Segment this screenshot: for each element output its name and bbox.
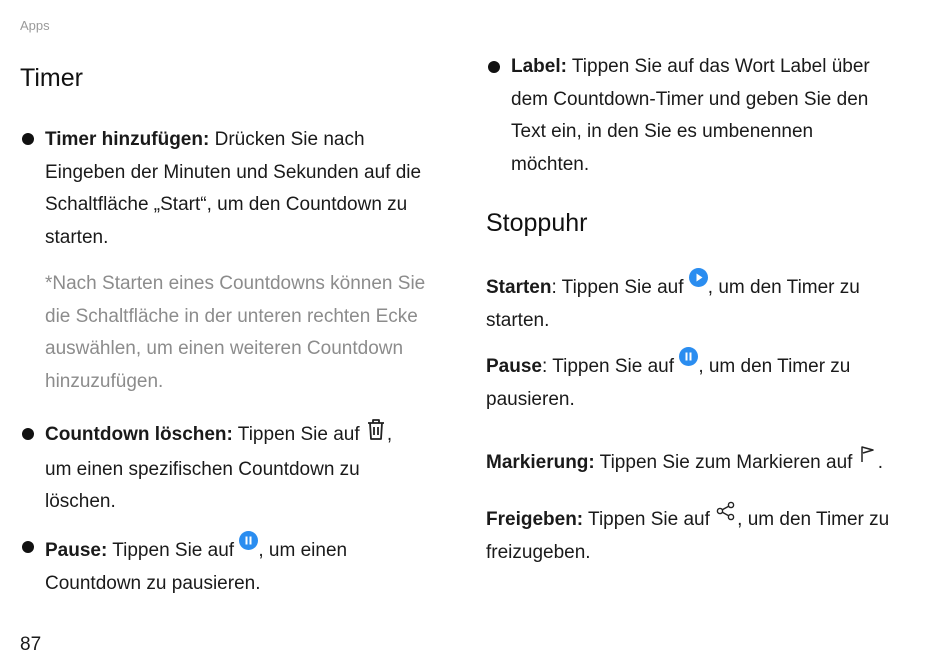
label-label: Label: <box>511 56 567 77</box>
pause-countdown-item <box>45 531 347 600</box>
flag-icon <box>858 443 878 476</box>
text-line: Tippen Sie auf <box>583 509 716 530</box>
timer-title: Timer <box>20 64 83 92</box>
text-line: hinzuzufügen. <box>45 370 164 392</box>
text-line: um einen spezifischen Countdown zu <box>45 458 360 480</box>
pause-icon <box>239 531 258 550</box>
text-line: Tippen Sie auf <box>107 540 240 561</box>
text-line: , um den Timer zu <box>698 356 851 377</box>
start-item <box>486 268 860 337</box>
text-line: *Nach Starten eines Countdowns können Sie <box>45 273 426 294</box>
page-number: 87 <box>20 634 42 655</box>
text-line: Tippen Sie auf <box>232 424 365 445</box>
bullet-dot <box>22 428 34 440</box>
add-timer-item <box>45 124 421 254</box>
text-line: löschen. <box>45 491 116 512</box>
label-item <box>511 51 870 181</box>
text-line: Eingeben der Minuten und Sekunden auf die <box>45 161 422 183</box>
text-line: , um den Timer zu <box>737 509 890 530</box>
mark-item <box>486 443 883 480</box>
text-line: möchten. <box>511 153 590 175</box>
text-line: dem Countdown-Timer und geben Sie den <box>511 88 869 110</box>
add-timer-label: Timer hinzufügen: <box>45 129 210 150</box>
play-icon <box>689 268 708 287</box>
text-line: Schaltfläche „Start“, um den Countdown zu <box>45 194 408 215</box>
text-line: : Tippen Sie auf <box>551 277 689 298</box>
text-line: Tippen Sie zum Markieren auf <box>594 452 858 473</box>
stopwatch-title: Stoppuhr <box>486 209 588 237</box>
text-line: , um den Timer zu <box>707 277 860 298</box>
pause-icon <box>679 347 698 366</box>
share-icon <box>715 500 737 533</box>
text-line: : Tippen Sie auf <box>541 356 680 377</box>
text-line: , <box>386 424 393 445</box>
bullet-dot <box>22 541 34 553</box>
section-header: Apps <box>20 18 50 33</box>
bullet-dot <box>488 61 500 73</box>
start-label: Starten <box>486 277 552 298</box>
pause-label: Pause: <box>45 540 108 561</box>
trash-icon <box>365 418 387 454</box>
text-line: , um einen <box>258 540 348 561</box>
delete-countdown-item <box>45 418 392 519</box>
delete-countdown-label: Countdown löschen: <box>45 424 233 445</box>
text-line: starten. <box>486 309 550 331</box>
text-line: Countdown zu pausieren. <box>45 572 261 594</box>
text-line: Tippen Sie auf das Wort Label über <box>566 56 870 77</box>
text-line: . <box>877 452 883 473</box>
text-line: auswählen, um einen weiteren Countdown <box>45 338 404 359</box>
pause-label: Pause <box>486 356 542 377</box>
text-line: die Schaltfläche in der unteren rechten Ecke <box>45 305 418 327</box>
text-line: freizugeben. <box>486 541 591 563</box>
text-line: Text ein, in den Sie es umbenennen <box>511 121 814 142</box>
note-text <box>45 268 425 398</box>
share-label: Freigeben: <box>486 509 584 530</box>
pause-stopwatch-item <box>486 347 850 416</box>
text-line: pausieren. <box>486 388 575 410</box>
share-item <box>486 500 889 569</box>
bullet-dot <box>22 133 34 145</box>
mark-label: Markierung: <box>486 452 595 473</box>
text-line: Drücken Sie nach <box>209 129 365 150</box>
text-line: starten. <box>45 226 109 248</box>
